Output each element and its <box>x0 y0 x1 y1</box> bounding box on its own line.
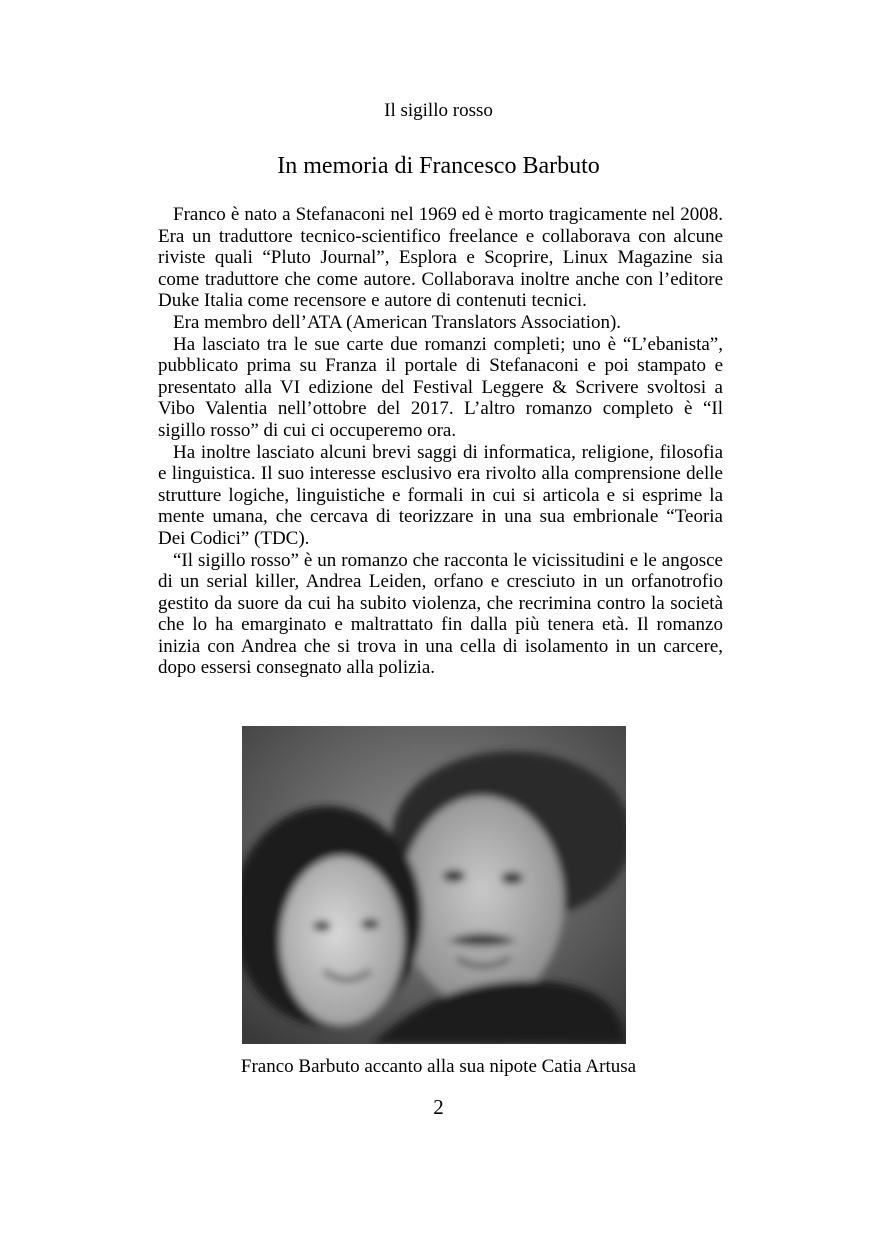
paragraph: “Il sigillo rosso” è un romanzo che racconta le vicissitudini e le angosce di un serial killer, Andrea Leiden, orfano e cresciuto in un orfanotrofio gestito da suore da cui ha subito violenza, che recrimina contro la società che lo ha emarginato e maltrattato fin dalla più tenera età. Il romanzo inizia con Andrea che si trova in una cella di isolamento in un carcere, dopo essersi consegnato alla polizia. <box>158 549 723 679</box>
running-head: Il sigillo rosso <box>384 100 493 121</box>
paragraph: Franco è nato a Stefanaconi nel 1969 ed è morto tragicamente nel 2008. Era un traduttore tecnico-scientifico freelance e collaborava con alcune riviste quali “Pluto Journal”, Esplora e Scoprire, Linux Magazine sia come traduttore che come autore. Collaborava inoltre anche con l’editore Duke Italia come recensore e autore di contenuti tecnici. <box>158 204 723 312</box>
paragraph: Era membro dell’ATA (American Translators Association). <box>173 311 622 333</box>
photo-caption: Franco Barbuto accanto alla sua nipote Catia Artusa <box>240 1056 637 1077</box>
paragraph: Ha lasciato tra le sue carte due romanzi completi; uno è “L’ebanista”, pubblicato prima su Franza il portale di Stefanaconi e poi stampato e presentato alla VI edizione del Festival Leggere & Scrivere svoltosi a Vibo Valentia nell’ottobre del 2017. L’altro romanzo completo è “Il sigillo rosso” di cui ci occuperemo ora. <box>158 333 723 441</box>
body-text <box>158 204 723 679</box>
paragraph: Ha inoltre lasciato alcuni brevi saggi di informatica, religione, filosofia e linguistica. Il suo interesse esclusivo era rivolto alla comprensione delle strutture logiche, linguistiche e formali in cui si articola e si esprime la mente umana, che cercava di teorizzare in una sua embrionale “Teoria Dei Codici” (TDC). <box>158 441 723 549</box>
page-number: 2 <box>433 1095 444 1119</box>
portrait-photo <box>242 726 626 1044</box>
page-title: In memoria di Francesco Barbuto <box>277 153 600 179</box>
photo-image <box>242 726 626 1044</box>
